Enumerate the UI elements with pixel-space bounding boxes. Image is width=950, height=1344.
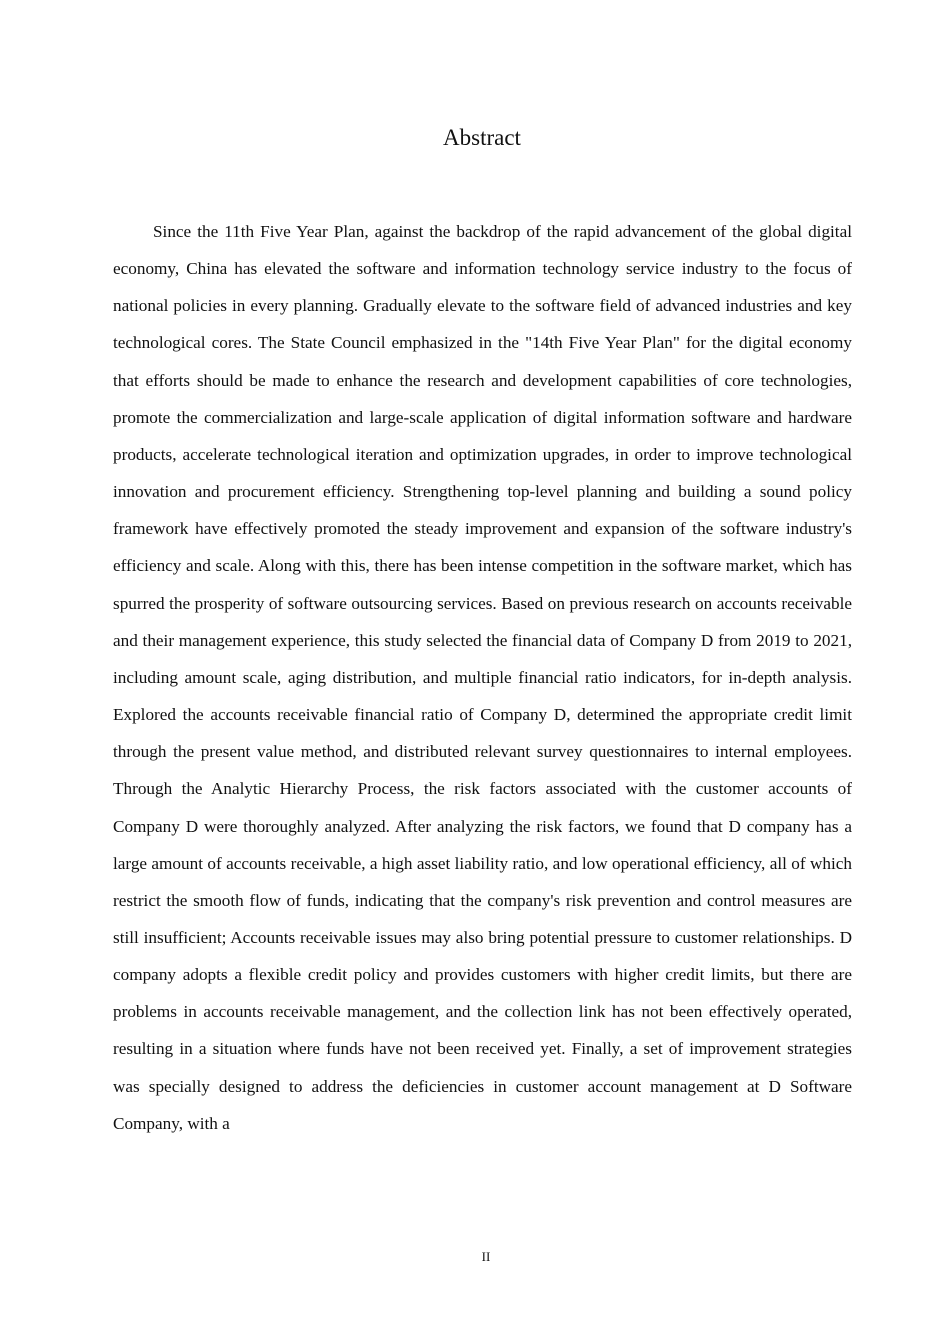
page-number: II [481,1249,491,1264]
abstract-paragraph: Since the 11th Five Year Plan, against the backdrop of the rapid advancement of the global digital economy, China has elevated the software and information technology service industry to the focus of national policies in every planning. Gradually elevate to the software field of advanced industries and key technological cores. The State Council emphasized in the "14th Five Year Plan" for the digital economy that efforts should be made to enhance the research and development capabilities of core technologies, promote the commercialization and large-scale application of digital information software and hardware products, accelerate technological iteration and optimization upgrades, in order to improve technological innovation and procurement efficiency. Strengthening top-level planning and building a sound policy framework have effectively promoted the steady improvement and expansion of the software industry's efficiency and scale. Along with this, there has been intense competition in the software market, which has spurred the prosperity of software outsourcing services. Based on previous research on accounts receivable and their management experience, this study selected the financial data of Company D from 2019 to 2021, including amount scale, aging distribution, and multiple financial ratio indicators, for in-depth analysis. Explored the accounts receivable financial ratio of Company D, determined the appropriate credit limit through the present value method, and distributed relevant survey questionnaires to internal employees. Through the Analytic Hierarchy Process, the risk factors associated with the customer accounts of Company D were thoroughly analyzed. After analyzing the risk factors, we found that D company has a large amount of accounts receivable, a high asset liability ratio, and low operational efficiency, all of which restrict the smooth flow of funds, indicating that the company's risk prevention and control measures are still insufficient; Accounts receivable issues may also bring potential pressure to customer relationships. D company adopts a flexible credit policy and provides customers with higher credit limits, but there are problems in accounts receivable management, and the collection link has not been effectively operated, resulting in a situation where funds have not been received yet. Finally, a set of improvement strategies was specially designed to address the deficiencies in customer account management at D Software Company, with a [113,222,852,1133]
page-title: Abstract [443,125,521,150]
